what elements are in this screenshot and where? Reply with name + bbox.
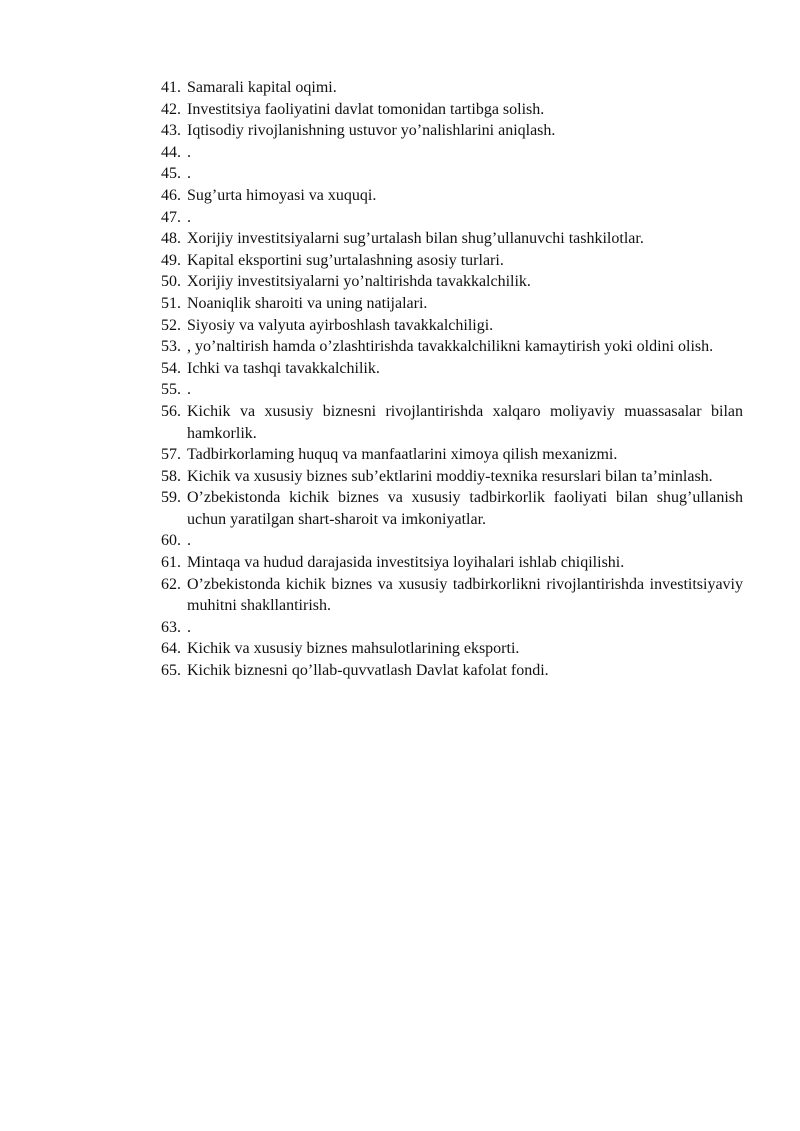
list-item [161, 120, 743, 142]
item-text: Xorijiy investitsiyalarni sug’urtalash bilan shug’ullanuvchi tashkilotlar. [187, 230, 644, 248]
item-text: O’zbekistonda kichik biznes va xususiy tadbirkorlikni rivojlantirishda investitsiyaviy muhitni shakllantirish. [187, 575, 743, 615]
list-item [161, 99, 743, 121]
item-number: 55. [161, 381, 181, 399]
item-text: Iqtisodiy rivojlanishning ustuvor yo’nalishlarini aniqlash. [187, 122, 556, 140]
list-item [161, 293, 743, 315]
item-text: Kichik va xususiy biznesni rivojlantirishda xalqaro moliyaviy muassasalar bilan hamkorlik. [187, 402, 743, 442]
item-text: Kapital eksportini sug’urtalashning asosiy turlari. [187, 251, 504, 269]
list-item [161, 336, 743, 358]
item-number: 61. [161, 554, 181, 572]
item-number: 41. [161, 79, 181, 96]
item-number: 58. [161, 467, 181, 485]
list-item [161, 315, 743, 337]
item-text: Kichik biznesni qo’llab-quvvatlash Davlat kafolat fondi. [187, 662, 549, 680]
item-text: Xorijiy investitsiyalarni yo’naltirishda tavakkalchilik. [187, 273, 531, 291]
item-text: Tadbirkorlaming huquq va manfaatlarini ximoya qilish mexanizmi. [187, 446, 618, 464]
item-text: Investitsiya faoliyatini davlat tomonidan tartibga solish. [187, 100, 545, 118]
item-number: 45. [161, 165, 181, 183]
list-item [161, 401, 743, 444]
item-text: . [187, 208, 191, 226]
item-text: . [187, 143, 191, 161]
item-number: 64. [161, 640, 181, 658]
item-number: 44. [161, 143, 181, 161]
item-number: 48. [161, 230, 181, 248]
item-number: 56. [161, 402, 181, 420]
item-text: Siyosiy va valyuta ayirboshlash tavakkalchiligi. [187, 316, 494, 334]
list-item [161, 379, 743, 401]
item-number: 54. [161, 359, 181, 377]
item-text: , yo’naltirish hamda o’zlashtirishda tavakkalchilikni kamaytirish yoki oldini olish. [187, 338, 714, 356]
list-item [161, 444, 743, 466]
item-number: 46. [161, 186, 181, 204]
topic-list [161, 77, 743, 682]
list-item [161, 487, 743, 530]
item-number: 60. [161, 532, 181, 550]
item-text: . [187, 532, 191, 550]
item-number: 42. [161, 100, 181, 118]
item-number: 62. [161, 575, 181, 593]
item-number: 49. [161, 251, 181, 269]
item-number: 65. [161, 662, 181, 680]
item-number: 59. [161, 489, 181, 507]
item-number: 51. [161, 294, 181, 312]
item-text: O’zbekistonda kichik biznes va xususiy tadbirkorlik faoliyati bilan shug’ullanish uchun yaratilgan shart-sharoit va imkoniyatlar. [187, 489, 743, 528]
list-item [161, 228, 743, 250]
item-text: Ichki va tashqi tavakkalchilik. [187, 359, 380, 377]
item-number: 63. [161, 618, 181, 636]
item-number: 50. [161, 273, 181, 291]
list-item [161, 271, 743, 293]
item-number: 57. [161, 446, 181, 464]
list-item [161, 617, 743, 639]
list-item [161, 552, 743, 574]
list-item [161, 574, 743, 617]
item-text: Kichik va xususiy biznes sub’ektlarini moddiy-texnika resurslari bilan ta’minlash. [187, 467, 713, 485]
item-number: 47. [161, 208, 181, 226]
item-text: . [187, 165, 191, 183]
list-item [161, 142, 743, 164]
list-item [161, 77, 743, 99]
item-text: Mintaqa va hudud darajasida investitsiya loyihalari ishlab chiqilishi. [187, 554, 625, 572]
item-number: 52. [161, 316, 181, 334]
item-text: . [187, 618, 191, 636]
list-item [161, 163, 743, 185]
list-item [161, 466, 743, 488]
list-item [161, 660, 743, 682]
item-number: 43. [161, 122, 181, 140]
item-text: Sug’urta himoyasi va xuquqi. [187, 186, 377, 204]
item-text: Samarali kapital oqimi. [187, 79, 337, 96]
list-item [161, 530, 743, 552]
list-item [161, 185, 743, 207]
item-text: Kichik va xususiy biznes mahsulotlarining eksporti. [187, 640, 520, 658]
list-item [161, 250, 743, 272]
item-text: Noaniqlik sharoiti va uning natijalari. [187, 294, 428, 312]
list-item [161, 358, 743, 380]
list-item [161, 638, 743, 660]
list-item [161, 207, 743, 229]
item-text: . [187, 381, 191, 399]
item-number: 53. [161, 338, 181, 356]
